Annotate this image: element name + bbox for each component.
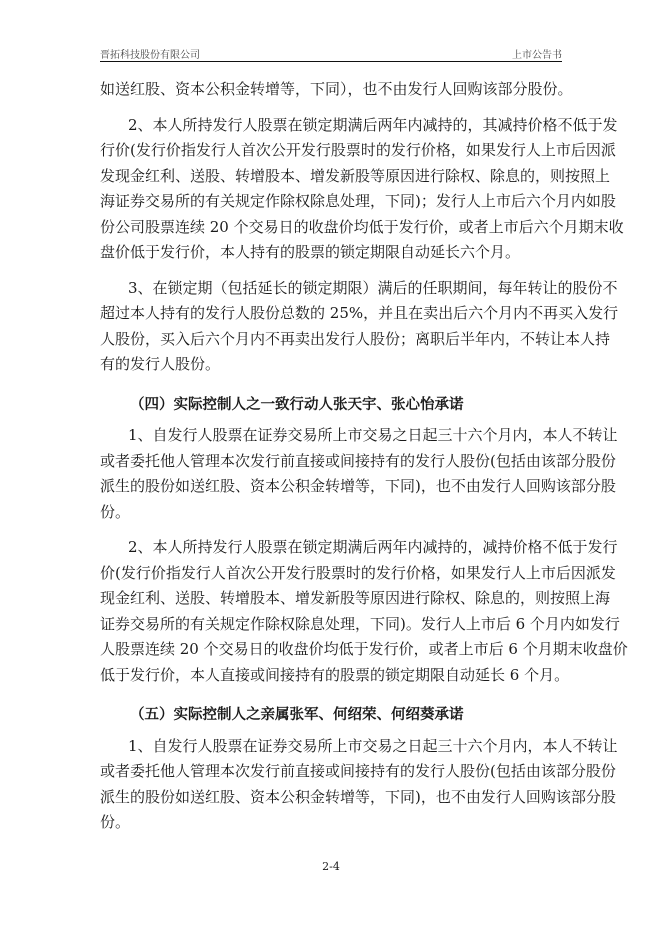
section-heading: （五）实际控制人之亲属张军、何绍荣、何绍葵承诺 xyxy=(130,707,464,723)
text-line: 2、本人所持发行人股票在锁定期满后两年内减持的，其减持价格不低于发 xyxy=(128,115,618,134)
text-line: 发现金红利、送股、转增股本、增发新股等原因进行除权、除息的，则按照上 xyxy=(100,166,611,185)
section-heading: （四）实际控制人之一致行动人张天宇、张心怡承诺 xyxy=(130,396,464,413)
paragraph xyxy=(100,77,573,103)
text-line: 份。 xyxy=(100,813,131,831)
text-line: 有的发行人股份。 xyxy=(100,355,221,373)
text-line: 价(发行价指发行人首次公开发行股票时的发行价格，如果发行人上市后因派发 xyxy=(100,563,616,582)
page-number: 2-4 xyxy=(322,860,340,873)
text-line: 1、自发行人股票在证券交易所上市交易之日起三十六个月内，本人不转让 xyxy=(128,426,618,444)
text-line: 海证券交易所的有关规定作除权除息处理，下同)；发行人上市后六个月内如股 xyxy=(100,192,616,210)
header-doc-type: 上市公告书 xyxy=(512,50,562,61)
paragraph xyxy=(100,535,628,688)
paragraph xyxy=(100,113,624,266)
paragraph xyxy=(100,423,618,525)
document-body xyxy=(100,77,628,836)
text-line: 行价(发行价指发行人首次公开发行股票时的发行价格，如果发行人上市后因派 xyxy=(100,141,616,159)
text-line: 如送红股、资本公积金转增等，下同），也不由发行人回购该部分股份。 xyxy=(100,80,573,98)
text-line: 3、在锁定期（包括延长的锁定期限）满后的任职期间，每年转让的股份不 xyxy=(128,278,618,297)
text-line: 派生的股份如送红股、资本公积金转增等，下同)，也不由发行人回购该部分股 xyxy=(100,787,616,806)
text-line: 盘价低于发行价，本人持有的股票的锁定期限自动延长六个月。 xyxy=(100,243,521,261)
text-line: 1、自发行人股票在证券交易所上市交易之日起三十六个月内，本人不转让 xyxy=(128,736,618,755)
header-company: 晋拓科技股份有限公司 xyxy=(100,50,200,61)
text-line: 份。 xyxy=(100,502,131,521)
text-line: 2、本人所持发行人股票在锁定期满后两年内减持的，减持价格不低于发行 xyxy=(128,538,618,556)
text-line: 或者委托他人管理本次发行前直接或间接持有的发行人股份(包括由该部分股份 xyxy=(100,762,616,780)
paragraph xyxy=(100,276,619,378)
text-line: 现金红利、送股、转增股本、增发新股等原因进行除权、除息的，则按照上海 xyxy=(100,589,611,607)
page-header xyxy=(100,44,562,62)
text-line: 证券交易所的有关规定作除权除息处理，下同)。发行人上市后 6 个月内如发行 xyxy=(100,614,620,633)
text-line: 超过本人持有的发行人股份总数的 25%，并且在卖出后六个月内不再买入发行 xyxy=(100,304,619,322)
text-line: 或者委托他人管理本次发行前直接或间接持有的发行人股份(包括由该部分股份 xyxy=(100,451,616,470)
text-line: 低于发行价，本人直接或间接持有的股票的锁定期限自动延长 6 个月。 xyxy=(100,665,570,684)
text-line: 派生的股份如送红股、资本公积金转增等，下同)，也不由发行人回购该部分股 xyxy=(100,477,616,495)
text-line: 份公司股票连续 20 个交易日的收盘价均低于发行价，或者上市后六个月期末收 xyxy=(100,217,624,236)
text-line: 人股票连续 20 个交易日的收盘价均低于发行价，或者上市后 6 个月期末收盘价 xyxy=(100,640,628,658)
text-line: 人股份，买入后六个月内不再卖出发行人股份；离职后半年内，不转让本人持 xyxy=(100,329,611,348)
paragraph xyxy=(100,734,618,836)
